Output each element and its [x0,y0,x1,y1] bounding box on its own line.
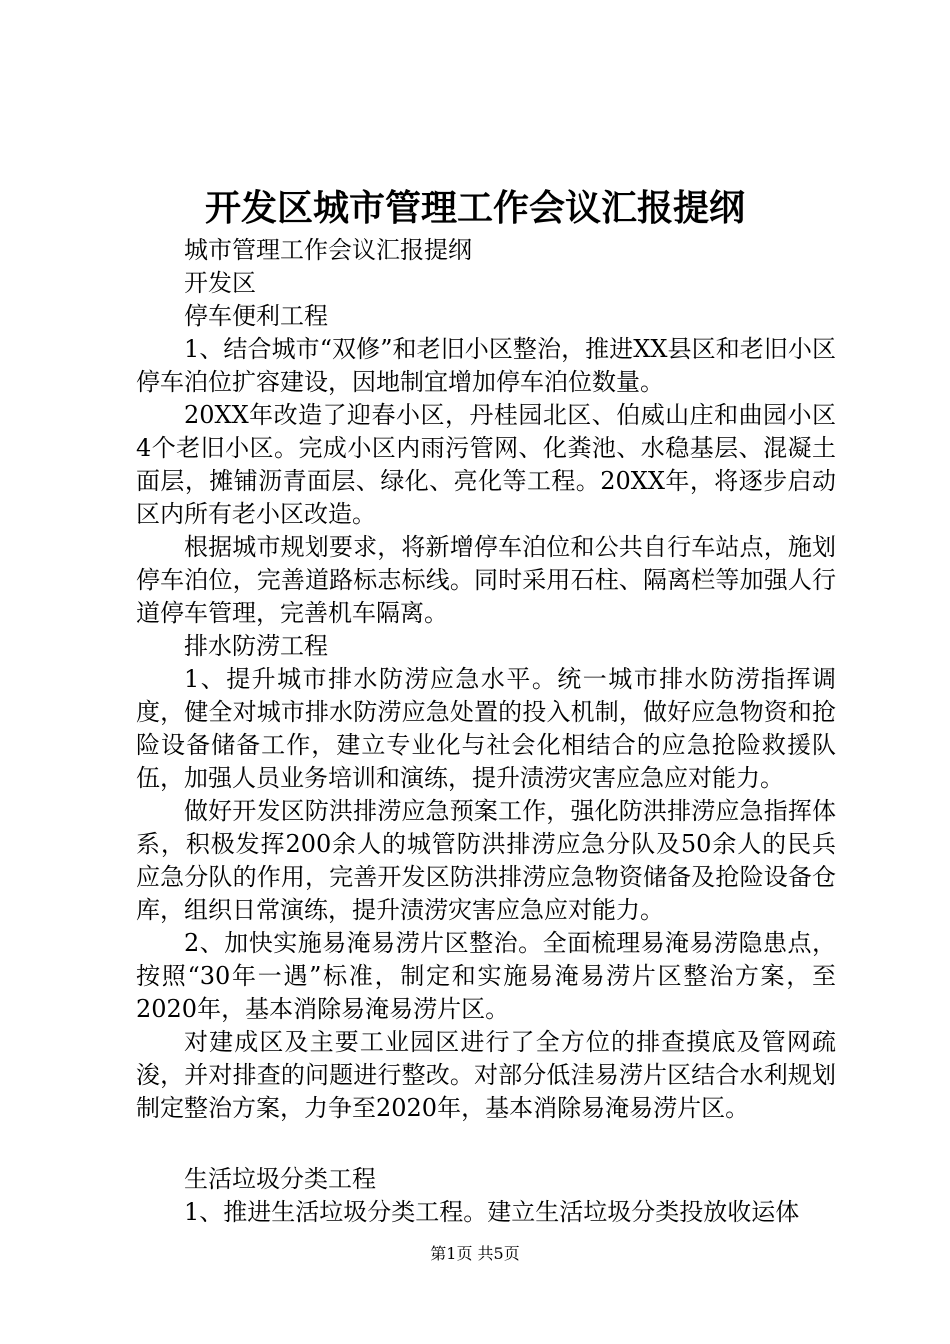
body-paragraph: 1、推进生活垃圾分类工程。建立生活垃圾分类投放收运体 [184,1198,800,1226]
subtitle-paragraph: 城市管理工作会议汇报提纲 [184,236,472,264]
body-paragraph: 对建成区及主要工业园区进行了全方位的排查摸底及管网疏浚，并对排查的问题进行整改。对部分低洼易涝片区结合水利规划制定整治方案，力争至2020年，基本消除易淹易涝片区。 [136,1028,836,1122]
department-paragraph: 开发区 [184,269,256,297]
document-body [136,234,836,1229]
body-paragraph: 2、加快实施易淹易涝片区整治。全面梳理易淹易涝隐患点，按照“30年一遇”标准，制定和实施易淹易涝片区整治方案，至2020年，基本消除易淹易涝片区。 [136,929,836,1023]
section-heading-garbage: 生活垃圾分类工程 [184,1165,376,1193]
document-title: 开发区城市管理工作会议汇报提纲 [204,187,745,229]
body-paragraph: 做好开发区防洪排涝应急预案工作，强化防洪排涝应急指挥体系，积极发挥200余人的城管防洪排涝应急分队及50余人的民兵应急分队的作用，完善开发区防洪排涝应急物资储备及抢险设备仓库，组织日常演练，提升渍涝灾害应急应对能力。 [136,797,836,924]
page-footer: 第1页 共5页 [430,1244,520,1263]
body-paragraph: 1、提升城市排水防涝应急水平。统一城市排水防涝指挥调度，健全对城市排水防涝应急处置的投入机制，做好应急物资和抢险设备储备工作，建立专业化与社会化相结合的应急抢险救援队伍，加强人员业务培训和演练，提升渍涝灾害应急应对能力。 [136,665,836,792]
body-paragraph: 20XX年改造了迎春小区，丹桂园北区、伯威山庄和曲园小区4个老旧小区。完成小区内雨污管网、化粪池、水稳基层、混凝土面层，摊铺沥青面层、绿化、亮化等工程。20XX年，将逐步启动区内所有老小区改造。 [136,401,836,528]
paragraph-gap [136,1125,836,1163]
body-paragraph: 根据城市规划要求，将新增停车泊位和公共自行车站点，施划停车泊位，完善道路标志标线。同时采用石柱、隔离栏等加强人行道停车管理，完善机车隔离。 [136,533,836,627]
section-heading-drainage: 排水防涝工程 [184,632,328,660]
section-heading-parking: 停车便利工程 [184,302,328,330]
body-paragraph: 1、结合城市“双修”和老旧小区整治，推进XX县区和老旧小区停车泊位扩容建设，因地制宜增加停车泊位数量。 [136,335,836,396]
